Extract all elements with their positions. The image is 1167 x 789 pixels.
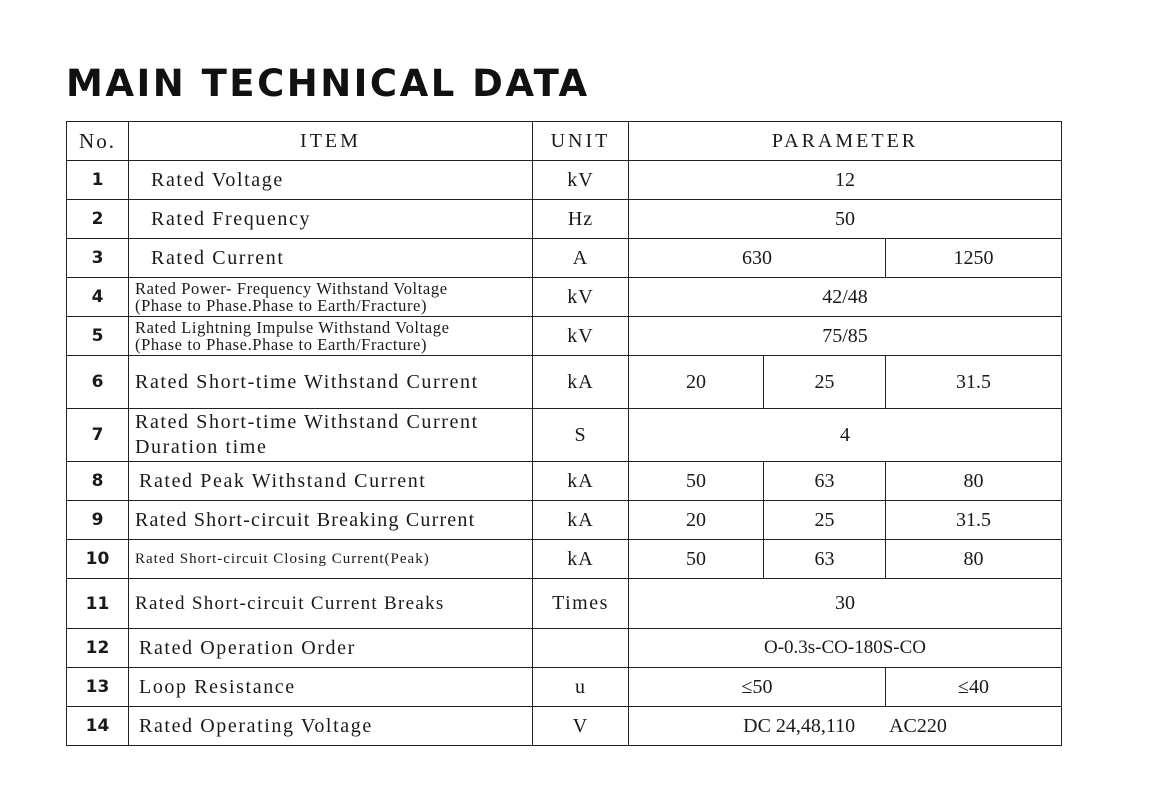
row-item: Rated Short-circuit Current Breaks [129,579,533,629]
row-number: 1 [67,161,129,200]
row-value: 80 [886,462,1062,501]
row-number: 3 [67,239,129,278]
row-unit: Times [533,579,629,629]
row-number: 11 [67,579,129,629]
row-value: 20 [629,356,764,409]
row-value: ≤50 [629,668,886,707]
row-number: 14 [67,707,129,746]
row-unit: u [533,668,629,707]
row-item: Rated Operating Voltage [129,707,533,746]
row-value: 30 [629,579,1062,629]
table-row [67,579,1062,629]
row-unit: A [533,239,629,278]
header-parameter: PARAMETER [629,122,1062,161]
row-unit: V [533,707,629,746]
row-item: Rated Short-circuit Breaking Current [129,501,533,540]
table-row [67,239,1062,278]
row-value: 25 [764,356,886,409]
technical-data-table [66,121,1062,746]
table-row [67,356,1062,409]
page-title: MAIN TECHNICAL DATA [66,62,590,105]
row-value: 63 [764,540,886,579]
row-value: 630 [629,239,886,278]
row-item: Rated Frequency [129,200,533,239]
row-item: Rated Voltage [129,161,533,200]
row-item [129,409,533,462]
row-value: 31.5 [886,356,1062,409]
table-row [67,501,1062,540]
table-row [67,317,1062,356]
header-no: No. [67,122,129,161]
row-value: 50 [629,462,764,501]
row-item-line: Rated Lightning Impulse Withstand Voltage [135,318,450,337]
row-number: 9 [67,501,129,540]
row-number: 10 [67,540,129,579]
row-number: 7 [67,409,129,462]
row-number: 13 [67,668,129,707]
row-number: 5 [67,317,129,356]
row-item-line: Rated Short-time Withstand Current [135,411,479,433]
row-item: Rated Short-time Withstand Current [129,356,533,409]
header-unit: UNIT [533,122,629,161]
row-number: 8 [67,462,129,501]
row-item: Rated Operation Order [129,629,533,668]
row-number: 2 [67,200,129,239]
row-unit: kA [533,540,629,579]
row-unit: kA [533,462,629,501]
table-header-row [67,122,1062,161]
row-item: Rated Short-circuit Closing Current(Peak) [129,540,533,579]
row-item [129,278,533,317]
table-row [67,200,1062,239]
row-unit: Hz [533,200,629,239]
row-item-line: Rated Power- Frequency Withstand Voltage [135,279,448,298]
row-value: 1250 [886,239,1062,278]
row-item-line: (Phase to Phase.Phase to Earth/Fracture) [135,335,428,354]
row-value: 4 [629,409,1062,462]
table-row [67,409,1062,462]
row-number: 6 [67,356,129,409]
row-number: 4 [67,278,129,317]
row-value: 75/85 [629,317,1062,356]
table-row [67,707,1062,746]
row-unit: kA [533,356,629,409]
row-value: DC 24,48,110 AC220 [629,707,1062,746]
row-value: 25 [764,501,886,540]
row-value: 80 [886,540,1062,579]
row-number: 12 [67,629,129,668]
row-value: 31.5 [886,501,1062,540]
row-unit: kV [533,317,629,356]
row-value: 50 [629,200,1062,239]
row-unit [533,629,629,668]
table-row [67,629,1062,668]
table-row [67,161,1062,200]
row-value: ≤40 [886,668,1062,707]
row-value: 63 [764,462,886,501]
row-item-line: Duration time [135,436,268,458]
row-unit: kV [533,278,629,317]
header-item: ITEM [129,122,533,161]
row-value: 20 [629,501,764,540]
table-row [67,668,1062,707]
table-row [67,540,1062,579]
row-unit: kV [533,161,629,200]
row-item [129,317,533,356]
row-item: Rated Current [129,239,533,278]
row-value: O-0.3s-CO-180S-CO [629,629,1062,668]
row-item-line: (Phase to Phase.Phase to Earth/Fracture) [135,296,428,315]
row-item: Rated Peak Withstand Current [129,462,533,501]
row-item: Loop Resistance [129,668,533,707]
row-value: 12 [629,161,1062,200]
row-unit: kA [533,501,629,540]
row-value: 50 [629,540,764,579]
row-value: 42/48 [629,278,1062,317]
table-row [67,462,1062,501]
row-unit: S [533,409,629,462]
table-row [67,278,1062,317]
